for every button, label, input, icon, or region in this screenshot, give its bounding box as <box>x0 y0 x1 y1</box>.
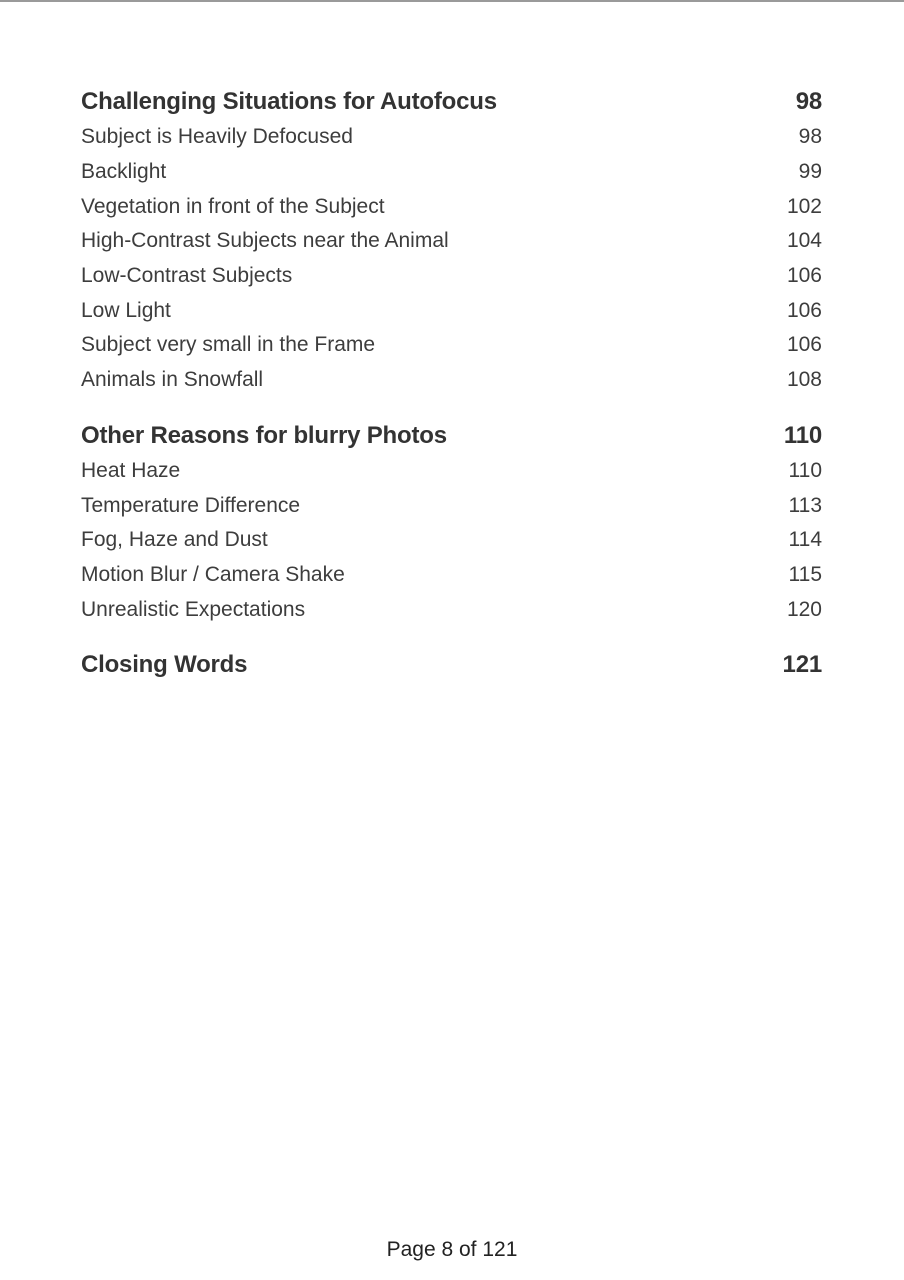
toc-entry-label: Animals in Snowfall <box>81 368 264 392</box>
toc-section-heading[interactable] <box>81 84 822 120</box>
toc-entry[interactable] <box>81 454 822 489</box>
toc-entry[interactable] <box>81 328 822 363</box>
toc-entry-page-number: 99 <box>798 160 822 184</box>
toc-entry-label: Vegetation in front of the Subject <box>81 194 385 218</box>
toc-entry-page-number: 104 <box>786 229 822 253</box>
toc-entry-page-number: 102 <box>786 194 822 218</box>
toc-entry-label: Low Light <box>81 298 171 322</box>
toc-entry-label: Low-Contrast Subjects <box>81 264 293 288</box>
toc-entry[interactable] <box>81 558 822 593</box>
toc-section-title: Challenging Situations for Autofocus <box>81 88 497 115</box>
toc-section-page-number: 98 <box>795 88 822 115</box>
toc-section-page-number: 121 <box>782 650 822 678</box>
toc-entry-label: Temperature Difference <box>81 493 301 517</box>
toc-entry[interactable] <box>81 523 822 558</box>
toc-entry[interactable] <box>81 488 822 523</box>
toc-entry-label: Backlight <box>81 160 167 184</box>
toc-entry-page-number: 106 <box>786 333 822 357</box>
toc-entry[interactable] <box>81 120 822 155</box>
toc-entry-label: Heat Haze <box>81 458 181 482</box>
toc-section-title: Closing Words <box>81 650 248 678</box>
toc-entry-label: Unrealistic Expectations <box>81 597 306 621</box>
toc-section-title: Other Reasons for blurry Photos <box>81 421 447 449</box>
toc-section <box>81 418 822 627</box>
toc-entry[interactable] <box>81 259 822 294</box>
toc-entry-page-number: 120 <box>786 597 822 621</box>
page-indicator: Page 8 of 121 <box>386 1238 518 1261</box>
toc-section-heading[interactable] <box>81 418 822 454</box>
toc-entry-page-number: 106 <box>786 264 822 288</box>
toc-section-heading[interactable] <box>81 647 822 683</box>
toc-entry-label: High-Contrast Subjects near the Animal <box>81 229 449 253</box>
toc-entry-label: Fog, Haze and Dust <box>81 528 268 552</box>
toc-entry-label: Subject is Heavily Defocused <box>81 125 353 149</box>
toc-entry-page-number: 98 <box>798 125 822 149</box>
toc-entry[interactable] <box>81 363 822 398</box>
toc-section-page-number: 110 <box>783 421 822 449</box>
toc-entry-page-number: 115 <box>788 562 822 586</box>
toc-entry-label: Subject very small in the Frame <box>81 333 376 357</box>
toc-entry[interactable] <box>81 224 822 259</box>
toc-section <box>81 647 822 683</box>
toc-entry[interactable] <box>81 293 822 328</box>
toc-entry-page-number: 113 <box>788 493 822 517</box>
toc-entry[interactable] <box>81 592 822 627</box>
toc-entry-page-number: 114 <box>788 528 822 552</box>
toc-entry-label: Motion Blur / Camera Shake <box>81 562 345 586</box>
toc-entry[interactable] <box>81 155 822 190</box>
toc-entry-page-number: 110 <box>788 458 822 482</box>
toc-entry-page-number: 106 <box>786 298 822 322</box>
toc-entry-page-number: 108 <box>786 368 822 392</box>
toc-section <box>81 84 822 398</box>
toc-entry[interactable] <box>81 189 822 224</box>
table-of-contents <box>81 84 822 683</box>
